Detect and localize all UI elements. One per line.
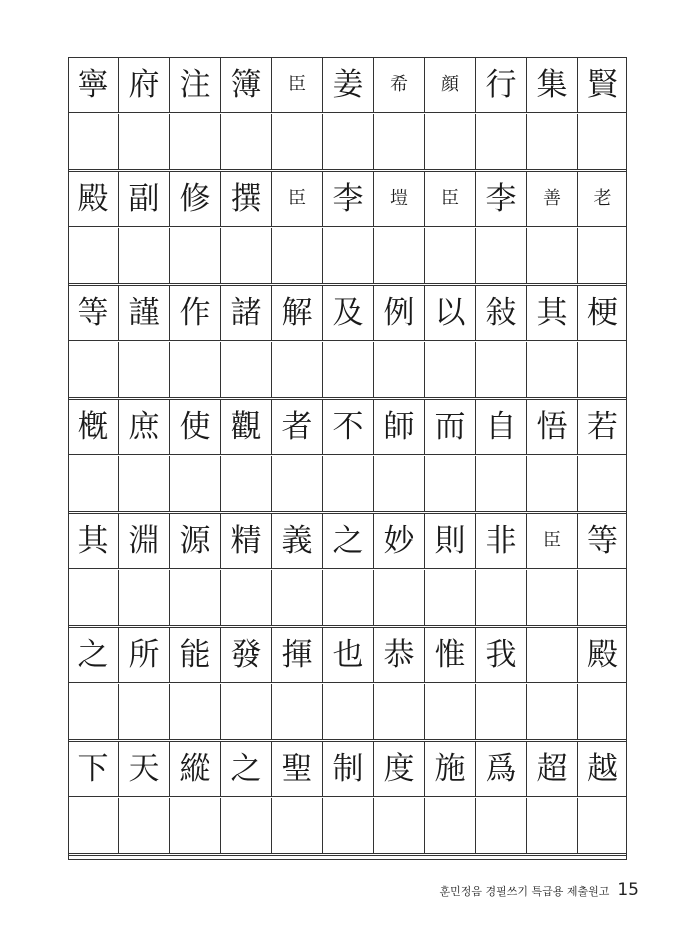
practice-cell[interactable] bbox=[221, 798, 272, 854]
model-character: 之 bbox=[77, 636, 109, 673]
model-character: 我 bbox=[485, 636, 517, 673]
model-character: 注 bbox=[179, 66, 211, 103]
model-cell bbox=[272, 58, 323, 112]
practice-cell[interactable] bbox=[68, 798, 119, 854]
model-cell bbox=[374, 172, 425, 226]
practice-cell[interactable] bbox=[272, 798, 323, 854]
grid-bottom-border bbox=[68, 855, 627, 860]
model-cell bbox=[425, 514, 476, 568]
model-cell bbox=[119, 172, 170, 226]
model-cell bbox=[476, 286, 527, 340]
model-character: 惟 bbox=[434, 636, 466, 673]
model-cell bbox=[119, 400, 170, 454]
model-cell bbox=[425, 742, 476, 796]
page-number: 15 bbox=[617, 880, 639, 900]
model-character: 恭 bbox=[383, 636, 415, 673]
practice-band bbox=[68, 171, 627, 284]
model-character: 臣 bbox=[441, 188, 459, 209]
model-cell bbox=[527, 172, 578, 226]
model-cell bbox=[68, 172, 119, 226]
model-cell bbox=[578, 514, 627, 568]
practice-cell[interactable] bbox=[221, 456, 272, 512]
model-cell bbox=[272, 514, 323, 568]
practice-cell[interactable] bbox=[578, 114, 627, 170]
model-character: 臣 bbox=[288, 188, 306, 209]
model-character: 府 bbox=[128, 66, 160, 103]
model-cell bbox=[374, 400, 425, 454]
practice-cell[interactable] bbox=[374, 456, 425, 512]
model-character: 賢 bbox=[587, 66, 618, 103]
practice-cell[interactable] bbox=[68, 228, 119, 284]
model-character: 集 bbox=[536, 66, 568, 103]
model-row bbox=[68, 514, 627, 569]
practice-cell[interactable] bbox=[119, 342, 170, 398]
model-character: 李 bbox=[332, 180, 364, 217]
practice-cell[interactable] bbox=[68, 456, 119, 512]
model-character: 能 bbox=[179, 636, 211, 673]
practice-cell[interactable] bbox=[425, 114, 476, 170]
model-character: 其 bbox=[536, 294, 568, 331]
model-character: 殿 bbox=[77, 180, 109, 217]
model-cell bbox=[68, 742, 119, 796]
model-cell bbox=[221, 628, 272, 682]
model-cell bbox=[578, 172, 627, 226]
model-cell bbox=[68, 286, 119, 340]
practice-cell[interactable] bbox=[221, 342, 272, 398]
practice-cell[interactable] bbox=[425, 456, 476, 512]
model-cell bbox=[221, 400, 272, 454]
practice-cell[interactable] bbox=[374, 684, 425, 740]
practice-cell[interactable] bbox=[272, 114, 323, 170]
model-character: 發 bbox=[230, 636, 262, 673]
practice-cell[interactable] bbox=[425, 342, 476, 398]
practice-cell[interactable] bbox=[119, 798, 170, 854]
practice-cell[interactable] bbox=[221, 684, 272, 740]
model-character: 行 bbox=[485, 66, 517, 103]
model-cell bbox=[476, 514, 527, 568]
practice-row bbox=[68, 114, 627, 170]
model-cell bbox=[578, 286, 627, 340]
practice-cell[interactable] bbox=[578, 228, 627, 284]
practice-row bbox=[68, 342, 627, 398]
practice-cell[interactable] bbox=[476, 456, 527, 512]
model-cell bbox=[170, 628, 221, 682]
model-cell bbox=[374, 58, 425, 112]
model-cell bbox=[272, 628, 323, 682]
model-character: 庶 bbox=[128, 408, 160, 445]
model-character: 撰 bbox=[230, 180, 262, 217]
model-character: 縱 bbox=[179, 750, 211, 787]
model-character: 等 bbox=[77, 294, 109, 331]
model-character: 臣 bbox=[288, 74, 306, 95]
model-cell bbox=[170, 400, 221, 454]
model-cell bbox=[68, 514, 119, 568]
practice-cell[interactable] bbox=[119, 570, 170, 626]
practice-cell[interactable] bbox=[527, 684, 578, 740]
model-row bbox=[68, 628, 627, 683]
model-character: 制 bbox=[332, 750, 364, 787]
practice-cell[interactable] bbox=[170, 798, 221, 854]
practice-cell[interactable] bbox=[476, 114, 527, 170]
practice-cell[interactable] bbox=[272, 342, 323, 398]
model-character: 臣 bbox=[543, 530, 561, 551]
model-cell bbox=[68, 58, 119, 112]
practice-cell[interactable] bbox=[68, 114, 119, 170]
model-cell bbox=[68, 400, 119, 454]
model-cell bbox=[578, 628, 627, 682]
practice-cell[interactable] bbox=[476, 570, 527, 626]
practice-cell[interactable] bbox=[323, 228, 374, 284]
model-character: 爲 bbox=[485, 750, 517, 787]
model-row bbox=[68, 58, 627, 113]
practice-cell[interactable] bbox=[527, 342, 578, 398]
model-character: 也 bbox=[332, 636, 364, 673]
practice-cell[interactable] bbox=[221, 228, 272, 284]
model-cell bbox=[578, 742, 627, 796]
writing-grid bbox=[68, 57, 627, 860]
model-character: 修 bbox=[179, 180, 211, 217]
practice-cell[interactable] bbox=[374, 228, 425, 284]
model-character: 作 bbox=[179, 294, 211, 331]
model-cell bbox=[323, 628, 374, 682]
model-character: 自 bbox=[485, 408, 517, 445]
practice-cell[interactable] bbox=[425, 684, 476, 740]
practice-cell[interactable] bbox=[476, 228, 527, 284]
model-character: 精 bbox=[230, 522, 262, 559]
practice-cell[interactable] bbox=[323, 456, 374, 512]
model-cell bbox=[323, 286, 374, 340]
model-character: 及 bbox=[332, 294, 364, 331]
practice-row bbox=[68, 456, 627, 512]
model-cell bbox=[119, 58, 170, 112]
model-character: 觀 bbox=[230, 408, 262, 445]
practice-cell[interactable] bbox=[578, 456, 627, 512]
model-cell bbox=[374, 286, 425, 340]
model-cell bbox=[578, 58, 627, 112]
model-cell bbox=[527, 514, 578, 568]
model-row bbox=[68, 172, 627, 227]
model-cell bbox=[527, 742, 578, 796]
practice-cell[interactable] bbox=[323, 684, 374, 740]
model-cell bbox=[323, 400, 374, 454]
model-character: 所 bbox=[128, 636, 160, 673]
model-cell bbox=[221, 742, 272, 796]
model-character: 天 bbox=[128, 750, 160, 787]
practice-cell[interactable] bbox=[476, 342, 527, 398]
model-cell bbox=[272, 286, 323, 340]
practice-row bbox=[68, 228, 627, 284]
practice-cell[interactable] bbox=[425, 798, 476, 854]
model-character: 聖 bbox=[281, 750, 313, 787]
model-cell bbox=[527, 628, 578, 682]
model-cell bbox=[578, 400, 627, 454]
model-character: 則 bbox=[434, 522, 466, 559]
model-character: 下 bbox=[77, 750, 109, 787]
practice-cell[interactable] bbox=[323, 342, 374, 398]
practice-cell[interactable] bbox=[170, 570, 221, 626]
practice-cell[interactable] bbox=[374, 342, 425, 398]
model-cell bbox=[425, 400, 476, 454]
model-cell bbox=[476, 58, 527, 112]
model-character: 梗 bbox=[587, 294, 618, 331]
practice-row bbox=[68, 798, 627, 854]
practice-cell[interactable] bbox=[68, 570, 119, 626]
model-character: 簿 bbox=[230, 66, 262, 103]
model-character: 度 bbox=[383, 750, 415, 787]
model-cell bbox=[476, 628, 527, 682]
model-cell bbox=[170, 286, 221, 340]
model-cell bbox=[527, 58, 578, 112]
practice-cell[interactable] bbox=[323, 570, 374, 626]
model-character: 妙 bbox=[383, 522, 415, 559]
model-character: 若 bbox=[587, 408, 618, 445]
model-cell bbox=[476, 742, 527, 796]
practice-cell[interactable] bbox=[170, 114, 221, 170]
model-character: 例 bbox=[383, 294, 415, 331]
model-cell bbox=[221, 172, 272, 226]
practice-band bbox=[68, 627, 627, 740]
model-cell bbox=[119, 286, 170, 340]
model-cell bbox=[68, 628, 119, 682]
practice-cell[interactable] bbox=[170, 456, 221, 512]
model-character: 副 bbox=[128, 180, 160, 217]
model-cell bbox=[170, 742, 221, 796]
practice-band bbox=[68, 741, 627, 854]
model-character: 解 bbox=[281, 294, 313, 331]
practice-band bbox=[68, 399, 627, 512]
practice-cell[interactable] bbox=[221, 114, 272, 170]
model-cell bbox=[221, 58, 272, 112]
page-footer bbox=[439, 880, 639, 900]
model-cell bbox=[221, 286, 272, 340]
model-character: 超 bbox=[536, 750, 568, 787]
practice-cell[interactable] bbox=[425, 570, 476, 626]
model-character: 使 bbox=[179, 408, 211, 445]
model-character: 謹 bbox=[128, 294, 160, 331]
model-row bbox=[68, 400, 627, 455]
model-cell bbox=[170, 514, 221, 568]
model-cell bbox=[170, 172, 221, 226]
model-cell bbox=[425, 286, 476, 340]
practice-cell[interactable] bbox=[527, 456, 578, 512]
model-cell bbox=[323, 58, 374, 112]
practice-cell[interactable] bbox=[374, 570, 425, 626]
model-character: 諸 bbox=[230, 294, 262, 331]
model-cell bbox=[527, 400, 578, 454]
model-cell bbox=[527, 286, 578, 340]
practice-cell[interactable] bbox=[527, 798, 578, 854]
model-cell bbox=[374, 742, 425, 796]
model-cell bbox=[374, 628, 425, 682]
model-character: 善 bbox=[543, 188, 561, 209]
model-character: 師 bbox=[383, 408, 415, 445]
practice-cell[interactable] bbox=[527, 570, 578, 626]
model-cell bbox=[119, 628, 170, 682]
model-cell bbox=[476, 172, 527, 226]
model-character: 揮 bbox=[281, 636, 313, 673]
model-character: 敍 bbox=[485, 294, 517, 331]
practice-cell[interactable] bbox=[272, 228, 323, 284]
practice-cell[interactable] bbox=[578, 798, 627, 854]
model-cell bbox=[323, 742, 374, 796]
practice-cell[interactable] bbox=[323, 114, 374, 170]
model-character: 等 bbox=[587, 522, 618, 559]
practice-cell[interactable] bbox=[119, 684, 170, 740]
practice-cell[interactable] bbox=[578, 570, 627, 626]
practice-band bbox=[68, 513, 627, 626]
practice-cell[interactable] bbox=[476, 684, 527, 740]
practice-cell[interactable] bbox=[119, 114, 170, 170]
practice-cell[interactable] bbox=[272, 456, 323, 512]
model-character: 李 bbox=[485, 180, 517, 217]
practice-cell[interactable] bbox=[323, 798, 374, 854]
practice-cell[interactable] bbox=[527, 228, 578, 284]
model-cell bbox=[119, 742, 170, 796]
model-character: 而 bbox=[434, 408, 466, 445]
model-cell bbox=[272, 172, 323, 226]
model-character: 淵 bbox=[128, 522, 160, 559]
practice-cell[interactable] bbox=[170, 684, 221, 740]
footer-title: 훈민정음 경필쓰기 특급용 제출원고 bbox=[439, 885, 610, 898]
practice-cell[interactable] bbox=[476, 798, 527, 854]
practice-cell[interactable] bbox=[68, 342, 119, 398]
model-row bbox=[68, 742, 627, 797]
model-cell bbox=[374, 514, 425, 568]
model-character: 顔 bbox=[441, 74, 459, 95]
model-character: 希 bbox=[390, 74, 408, 95]
practice-cell[interactable] bbox=[374, 114, 425, 170]
model-character: 寧 bbox=[77, 66, 109, 103]
practice-cell[interactable] bbox=[272, 684, 323, 740]
practice-cell[interactable] bbox=[119, 228, 170, 284]
model-cell bbox=[272, 400, 323, 454]
practice-cell[interactable] bbox=[425, 228, 476, 284]
model-cell bbox=[323, 514, 374, 568]
model-character: 塏 bbox=[390, 188, 408, 209]
practice-cell[interactable] bbox=[221, 570, 272, 626]
model-character: 槪 bbox=[77, 408, 109, 445]
model-cell bbox=[272, 742, 323, 796]
model-character: 者 bbox=[281, 408, 313, 445]
model-row bbox=[68, 286, 627, 341]
model-cell bbox=[323, 172, 374, 226]
model-character: 之 bbox=[332, 522, 364, 559]
model-cell bbox=[425, 58, 476, 112]
model-character: 殿 bbox=[587, 636, 618, 673]
practice-band bbox=[68, 285, 627, 398]
model-character: 姜 bbox=[332, 66, 364, 103]
practice-cell[interactable] bbox=[527, 114, 578, 170]
practice-row bbox=[68, 684, 627, 740]
practice-cell[interactable] bbox=[170, 228, 221, 284]
model-character: 越 bbox=[587, 750, 618, 787]
practice-cell[interactable] bbox=[119, 456, 170, 512]
model-character: 不 bbox=[332, 408, 364, 445]
model-character: 之 bbox=[230, 750, 262, 787]
practice-cell[interactable] bbox=[68, 684, 119, 740]
model-character: 義 bbox=[281, 522, 313, 559]
practice-band bbox=[68, 57, 627, 170]
practice-cell[interactable] bbox=[170, 342, 221, 398]
practice-cell[interactable] bbox=[272, 570, 323, 626]
practice-cell[interactable] bbox=[578, 342, 627, 398]
practice-cell[interactable] bbox=[374, 798, 425, 854]
model-cell bbox=[170, 58, 221, 112]
practice-cell[interactable] bbox=[578, 684, 627, 740]
practice-row bbox=[68, 570, 627, 626]
model-character: 以 bbox=[434, 294, 466, 331]
model-cell bbox=[119, 514, 170, 568]
model-character: 老 bbox=[593, 188, 612, 209]
model-cell bbox=[221, 514, 272, 568]
model-cell bbox=[425, 628, 476, 682]
model-character: 施 bbox=[434, 750, 466, 787]
model-character: 悟 bbox=[536, 408, 568, 445]
model-cell bbox=[425, 172, 476, 226]
model-character: 源 bbox=[179, 522, 211, 559]
model-cell bbox=[476, 400, 527, 454]
model-character: 其 bbox=[77, 522, 109, 559]
model-character: 非 bbox=[485, 522, 517, 559]
